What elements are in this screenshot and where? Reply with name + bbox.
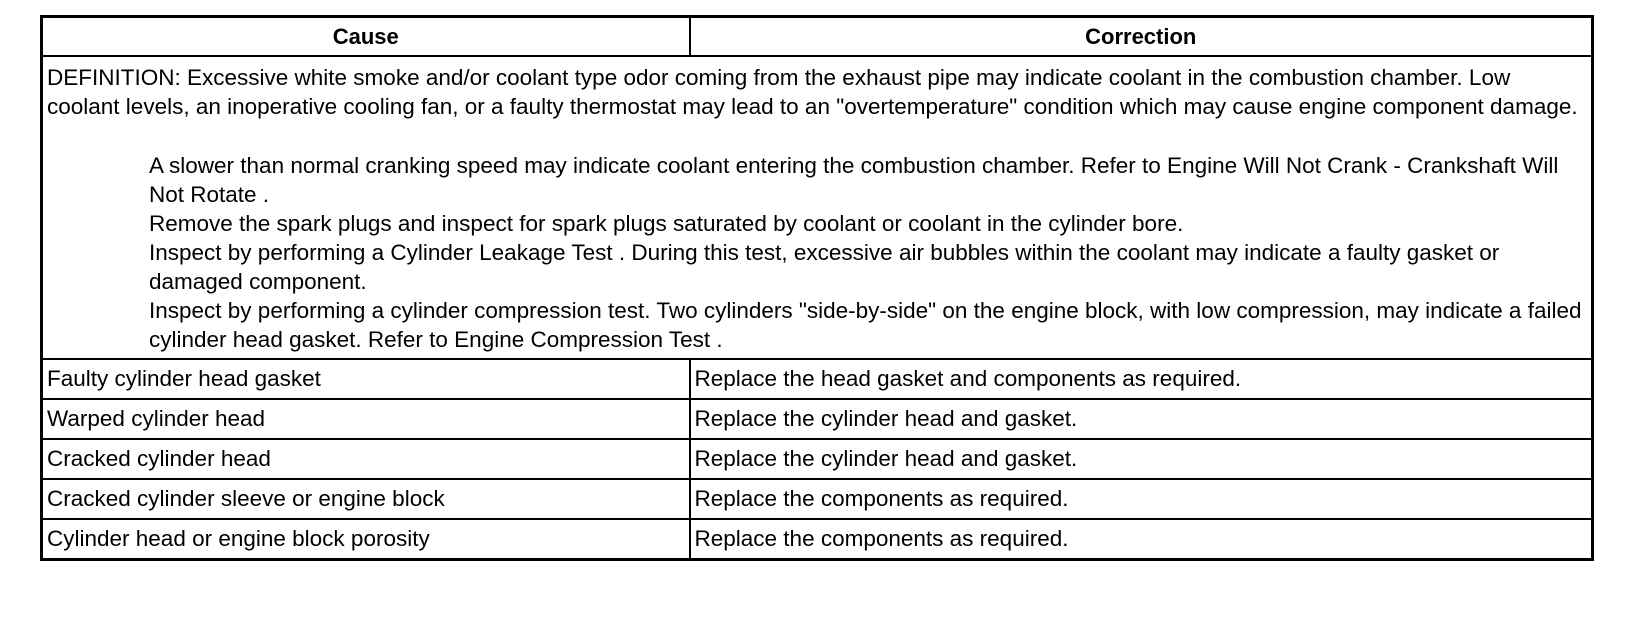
- cause-cell: Cracked cylinder head: [42, 439, 690, 479]
- cause-cell: Warped cylinder head: [42, 399, 690, 439]
- table-row: [42, 439, 1593, 479]
- correction-cell: Replace the cylinder head and gasket.: [690, 439, 1593, 479]
- definition-row: [42, 56, 1593, 359]
- step-item: Remove the spark plugs and inspect for spark plugs saturated by coolant or coolant in the cylinder bore.: [149, 211, 1184, 236]
- correction-header: Correction: [690, 17, 1593, 57]
- table-row: [42, 359, 1593, 399]
- correction-cell: Replace the components as required.: [690, 479, 1593, 519]
- table-row: [42, 399, 1593, 439]
- correction-cell: Replace the cylinder head and gasket.: [690, 399, 1593, 439]
- diagnostic-table: [40, 15, 1594, 561]
- cause-cell: Faulty cylinder head gasket: [42, 359, 690, 399]
- step-item: A slower than normal cranking speed may indicate coolant entering the combustion chamber. Refer to Engine Will Not Crank - Crankshaft Will Not Rotate .: [149, 153, 1559, 207]
- definition-cell: [42, 56, 1593, 359]
- definition-text: DEFINITION: Excessive white smoke and/or coolant type odor coming from the exhaust pipe may indicate coolant in the combustion chamber. Low coolant levels, an inoperative cooling fan, or a faulty thermostat may lead to an "overtemperature" condition which may cause engine component damage.: [47, 65, 1578, 119]
- cause-cell: Cylinder head or engine block porosity: [42, 519, 690, 560]
- step-item: Inspect by performing a cylinder compression test. Two cylinders "side-by-side" on the engine block, with low compression, may indicate a failed cylinder head gasket. Refer to Engine Compression Test .: [149, 298, 1582, 352]
- table-row: [42, 479, 1593, 519]
- table-row: [42, 519, 1593, 560]
- correction-cell: Replace the head gasket and components as required.: [690, 359, 1593, 399]
- correction-cell: Replace the components as required.: [690, 519, 1593, 560]
- step-item: Inspect by performing a Cylinder Leakage Test . During this test, excessive air bubbles within the coolant may indicate a faulty gasket or damaged component.: [149, 240, 1500, 294]
- cause-cell: Cracked cylinder sleeve or engine block: [42, 479, 690, 519]
- cause-header: Cause: [42, 17, 690, 57]
- header-row: [42, 17, 1593, 57]
